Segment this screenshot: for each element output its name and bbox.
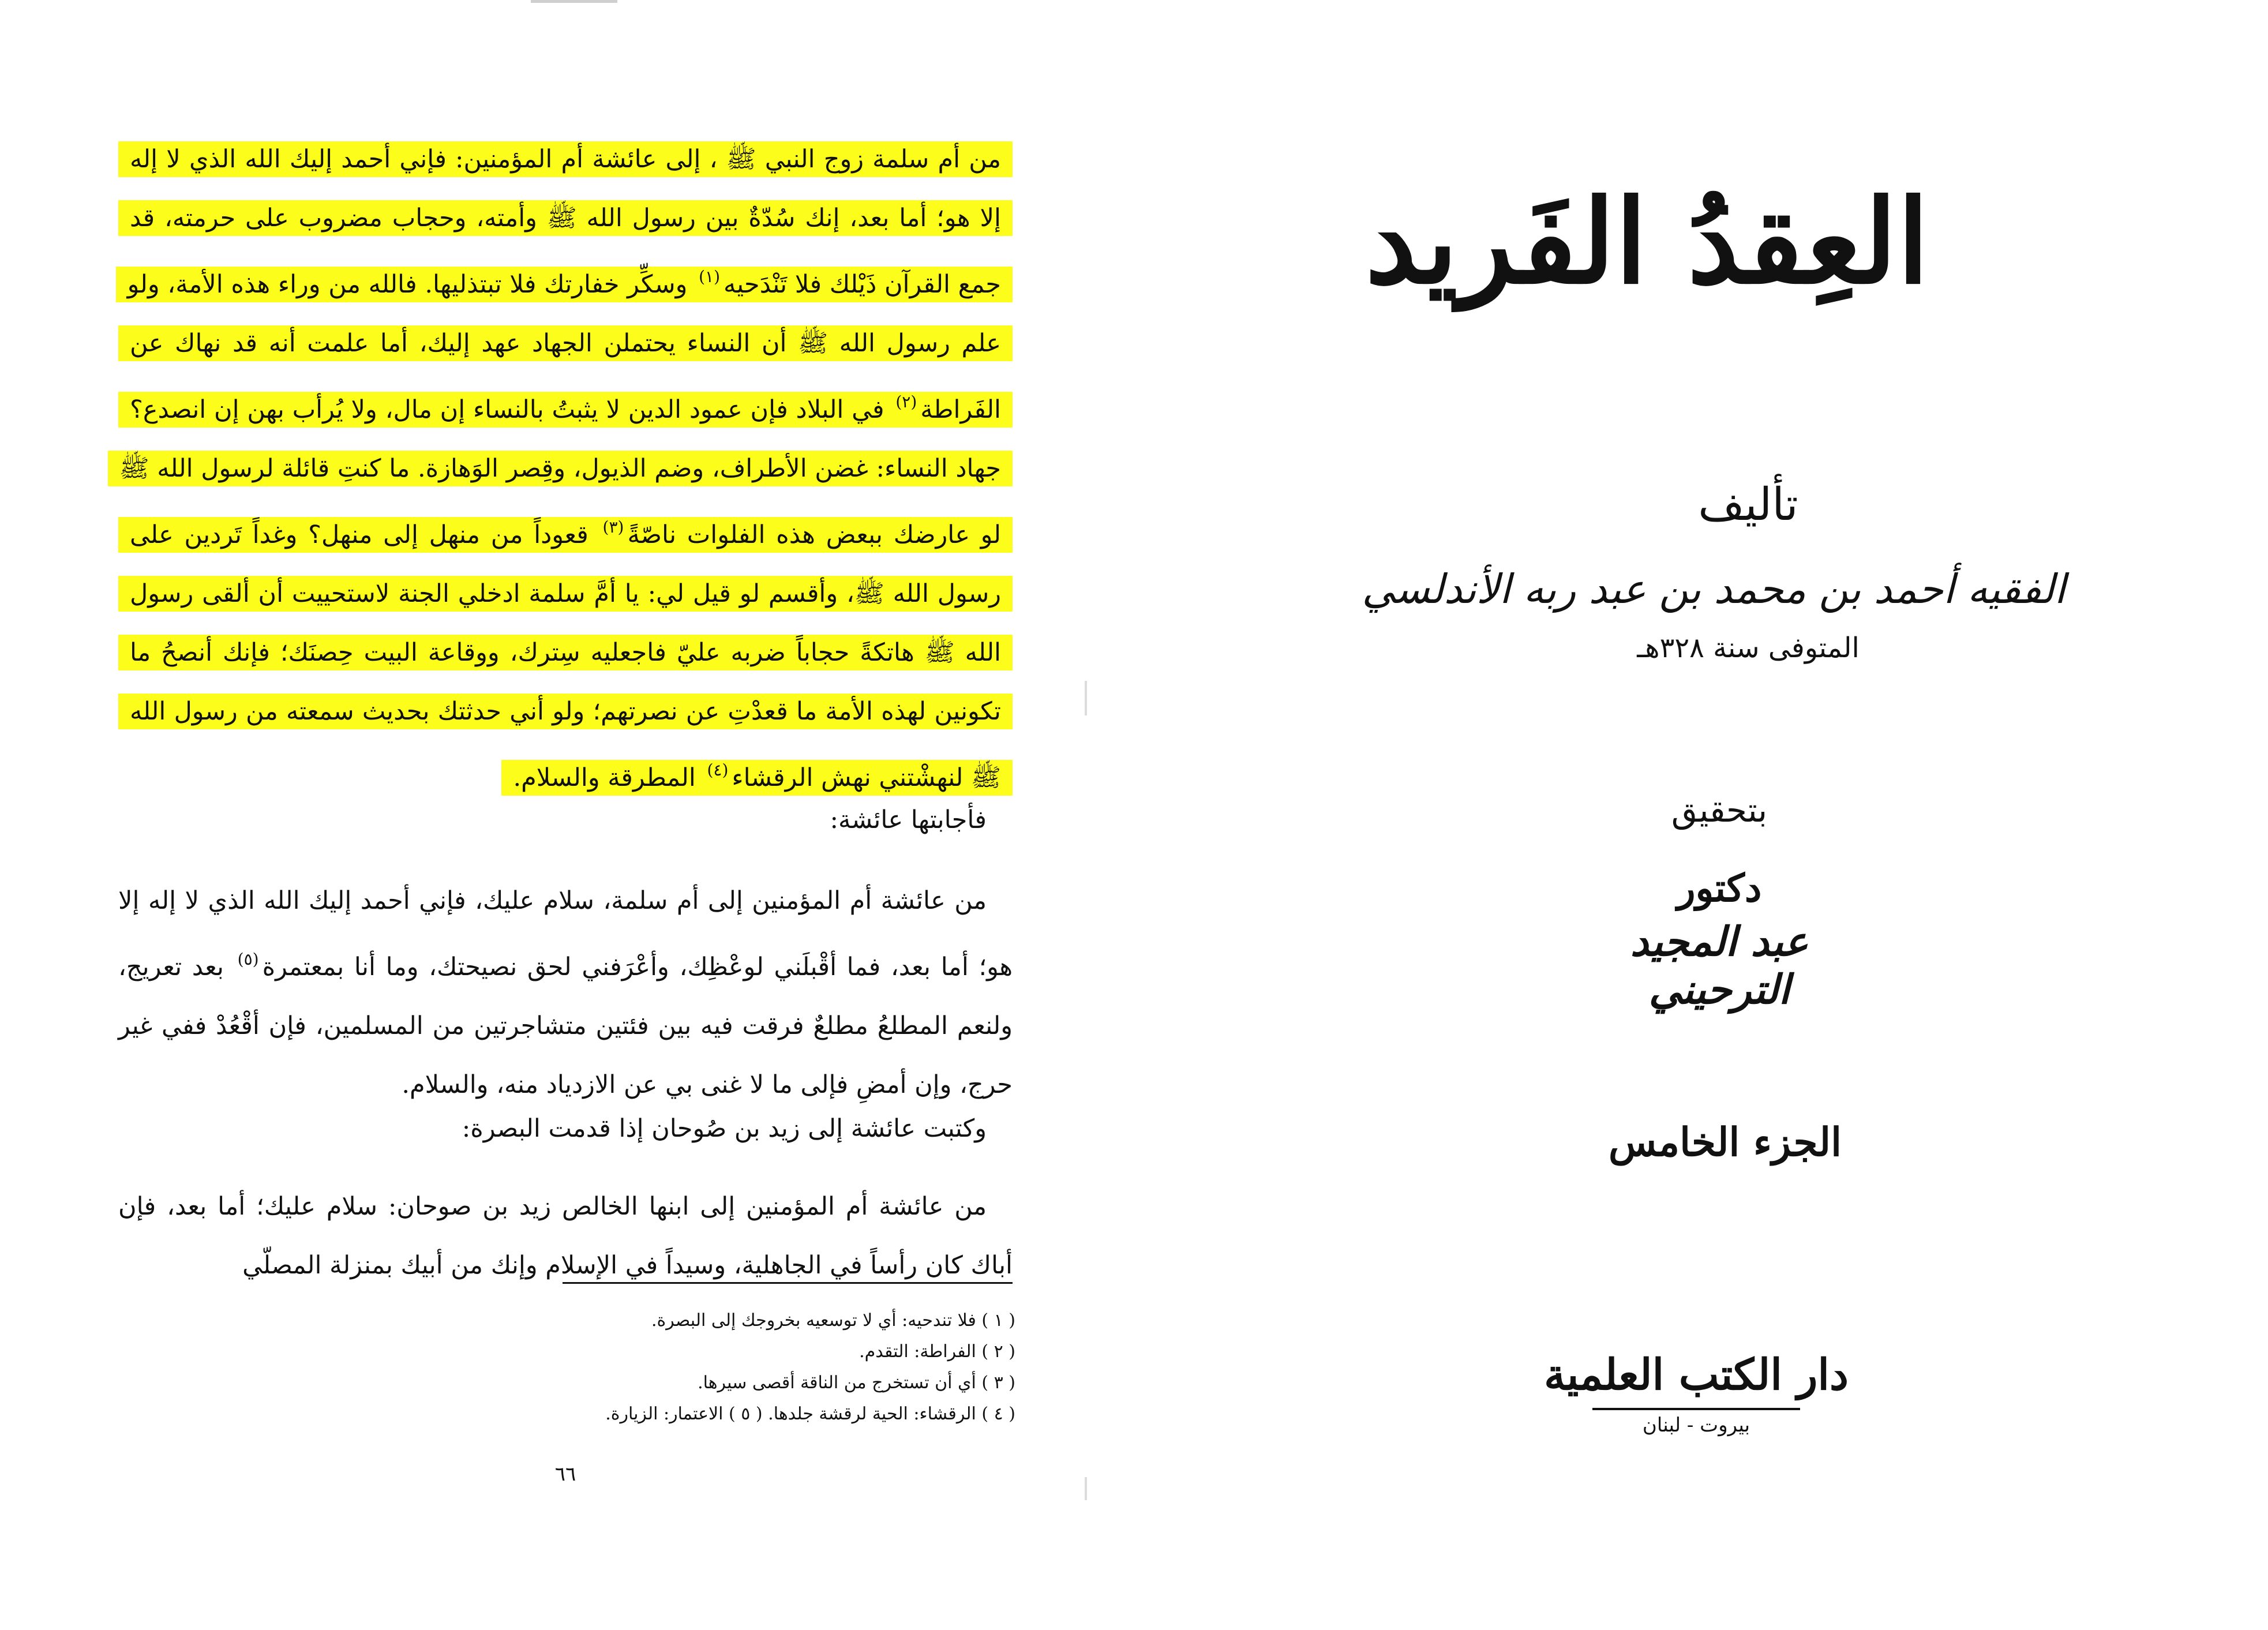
second-letter-paragraph: من عائشة أم المؤمنين إلى ابنها الخالص زيد بن صوحان: سلام عليك؛ أما بعد، فإن أباك كان رأساً في الجاهلية، وسيداً في الإسلام وإنك من أبيك بمنزلة المصلّي [118,1192,1013,1280]
left-page [0,0,1085,1630]
page-number: ٦٦ [554,1463,576,1486]
second-letter-header: وكتبت عائشة إلى زيد بن صُوحان إذا قدمت البصرة: [462,1114,987,1143]
footnote-ref-5[interactable]: (٥) [237,950,259,969]
reply-paragraph: من عائشة أم المؤمنين إلى أم سلمة، سلام عليك، فإني أحمد إليك الله الذي لا إله إلا هو؛ أما بعد، فما أقْبلَني لوعْظِك، وأعْرَفني لحق نصيحتك، وما أنا بمعتمرة$^{(٥)}$ بعد تعريج، ولنعم المطلعُ مطلعٌ فرقت فيه بين فئتين متشاجرتين من المسلمين، فإن أقْعُدْ ففي غير حرج، وإن أمضِ فإلى ما لا غنى بي عن الازدياد منه، والسلام. [118,886,1013,1099]
publisher-underline [1592,1408,1800,1410]
footnote-divider [563,1282,1013,1284]
editor-title: دكتور [1677,865,1762,910]
author-death-date: المتوفى سنة ٣٢٨هـ [1637,632,1860,664]
publisher-place: بيروت - لبنان [1642,1414,1750,1437]
footnote-ref-2[interactable]: (٢) [895,392,917,411]
footnote-ref-3[interactable]: (٣) [602,518,624,537]
footnote-ref-4[interactable]: (٤) [707,760,729,780]
highlighted-text[interactable]: من أم سلمة زوج النبي ﷺ ، إلى عائشة أم المؤمنين: فإني أحمد إليك الله الذي لا إله إلا هو؛ أما بعد، إنك سُدّةٌ بين رسول الله ﷺ وأمته، وحجاب مضروب على حرمته، قد جمع القرآن ذَيْلك فلا تَنْدَحيه$^{(١)}$ وسكِّر خفارتك فلا تبتذليها. فالله من وراء هذه الأمة، ولو علم رسول الله ﷺ أن النساء يحتملن الجهاد عهد إليك، أما علمت أنه قد نهاك عن الفَراطة$^{(٢)}$ في البلاد فإن عمود الدين لا يثبتُ بالنساء إن مال، ولا يُرأب بهن إن انصدع؟ جهاد النساء: غضن الأطراف، وضم الذيول، وقِصر الوَهازة. ما كنتِ قائلة لرسول الله ﷺ لو عارضك ببعض هذه الفلوات ناصّةً$^{(٣)}$ قعوداً من منهل إلى منهل؟ وغداً تَردين على رسول الله ﷺ، وأقسم لو قيل لي: يا أمَّ سلمة ادخلي الجنة لاستحييت أن ألقى رسول الله ﷺ هاتكةً حجاباً ضربه عليّ فاجعليه سِترك، ووقاعة البيت حِصنَك؛ فإنك أنصحُ ما تكونين لهذه الأمة ما قعدْتِ عن نصرتهم؛ ولو أني حدثتك بحديث سمعته من رسول الله ﷺ لنهشْتني نهش الرقشاء$^{(٤)}$ المطرقة والسلام. [108,141,1013,796]
highlighted-letter [118,130,1013,807]
footnote-item: ( ٢ ) الفراطة: التقدم. [859,1342,1015,1362]
reply-header: فأجابتها عائشة: [830,805,987,834]
volume-label: الجزء الخامس [1608,1119,1842,1166]
author-name: الفقيه أحمد بن محمد بن عبد ربه الأندلسي [1362,565,2065,613]
authorship-label: تأليف [1698,479,1798,531]
editing-label: بتحقيق [1671,790,1768,830]
footnotes [508,1305,1015,1430]
footnote-item: ( ١ ) فلا تندحيه: أي لا توسعيه بخروجك إلى البصرة. [651,1310,1015,1331]
footnote-item: ( ٤ ) الرقشاء: الحية لرقشة جلدها. ( ٥ ) الاعتمار: الزيارة. [605,1404,1015,1424]
publisher-logo: دار الكتب العلمية [1544,1350,1849,1400]
footnote-item: ( ٣ ) أي أن تستخرج من الناقة أقصى سيرها. [698,1373,1015,1393]
title-page [1085,0,2268,1630]
editor-name: عبد المجيد الترحيني [1630,917,1809,1013]
footnote-ref-1[interactable]: (١) [699,267,721,286]
book-title: العِقدُ الفَريد [1365,174,1929,310]
